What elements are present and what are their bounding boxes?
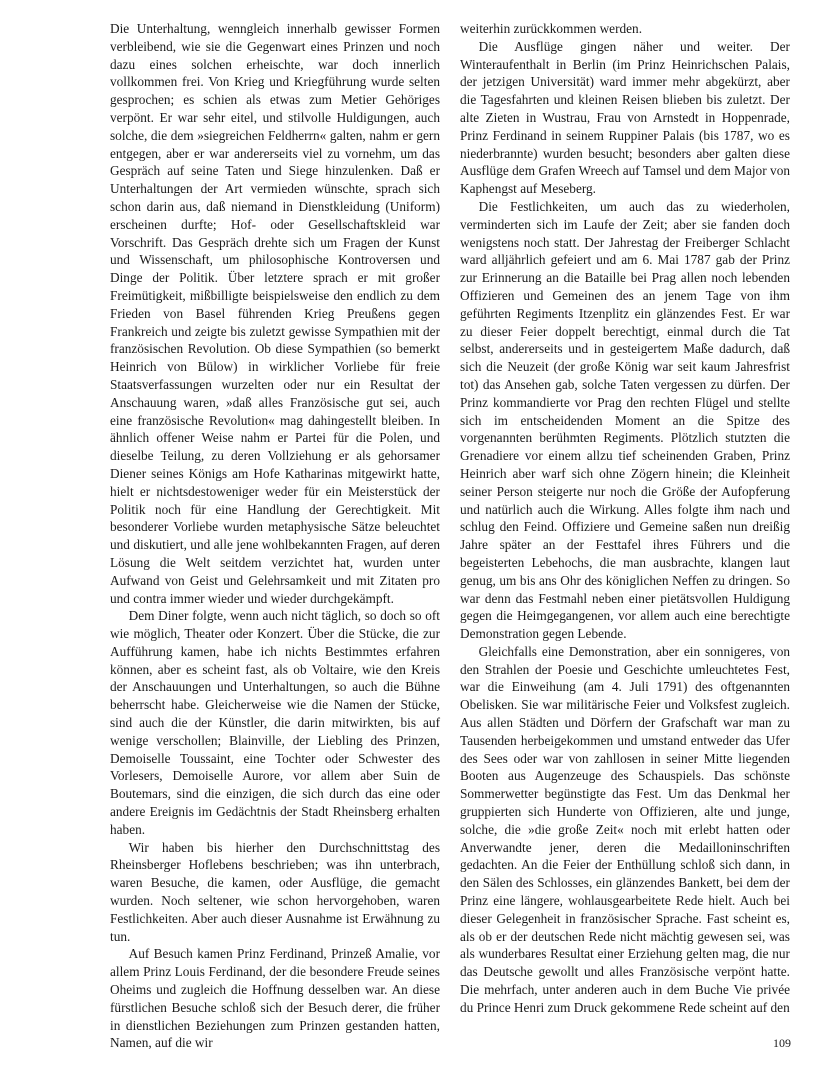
left-column: [110, 20, 440, 1052]
paragraph: Gleichfalls eine Demonstration, aber ein sonnigeres, von den Strahlen der Poesie und Geschichte umleuchtetes Fest, war die Einweihung (am 4. Juli 1791) des oftgenannten Obelisken. Sie war militärische Feier und Volksfest zugleich. Aus allen Städten und Dörfern der Grafschaft war man zu Tausenden herbeigekommen und umstand entweder das Ufer des Sees oder war von zahllosen in seiner Mitte liegenden Booten aus Augenzeuge des Schauspiels. Das schönste Sommerwetter begünstigte das Fest. Um das Denkmal her gruppierten sich Hunderte von Offizieren, alte und junge, solche, die »die große Zeit« noch mit erlebt hatten oder Anverwandte jener, deren die Medailloninschriften gedachten. An die Feier der Enthüllung schloß sich dann, in den Sälen des Schlosses, ein glänzendes Bankett, bei dem der Prinz eine längere, wohlausgearbeitete Rede hielt. Auch bei dieser Gelegenheit in französischer Sprache. Fast scheint es, als ob er der deutschen Rede nicht mächtig gewesen sei, was als wunderbares Resultat einer Erziehung gelten mag, die nur das Deutsche gewollt und alles Französische verpönt hatte. Die mehrfach, unter anderen auch in dem Buche Vie privée du Prince Henri zum Druck gekommene Rede scheint auf den: [460, 643, 790, 1015]
paragraph: Auf Besuch kamen Prinz Ferdinand, Prinzeß Amalie, vor allem Prinz Louis Ferdinand, der die besondere Freude seines Oheims und zugleich die Hoffnung desselben war. An diese fürstlichen Besuche schloß sich der Besuch derer, die früher in dienstlichen Beziehungen zum Prinzen gestanden hatten, Namen, auf die wir: [110, 946, 440, 1051]
paragraph: weiterhin zurückkommen werden.: [460, 21, 643, 36]
paragraph: Dem Diner folgte, wenn auch nicht täglich, so doch so oft wie möglich, Theater oder Konzert. Über die Stücke, die zur Aufführung kamen, habe ich nichts Bestimmtes erfahren können, aber es scheint fast, als ob Voltaire, wie den Kreis der Anschauungen und Unterhaltungen, so auch die Bühne beherrscht habe. Gleicherweise wie die Namen der Stücke, sind auch die der Künstler, die darin mitwirkten, bis auf wenige verschollen; Blainville, der Liebling des Prinzen, Demoiselle Toussaint, eine Tochter oder Schwester des Vorlesers, Demoiselle Aurore, vor allem aber Suin de Boutemars, sind die einzigen, die sich durch das eine oder andere Ereignis im Gedächtnis der Stadt Rheinsberg erhalten haben.: [110, 608, 440, 837]
right-column: [460, 20, 790, 1017]
page-number: 109: [773, 1036, 791, 1050]
paragraph: Die Unterhaltung, wenngleich innerhalb gewisser Formen verbleibend, wie sie die Gegenwart eines Prinzen und noch dazu eines solchen erheischte, war doch innerlich vollkommen frei. Von Krieg und Kriegführung wurde selten gesprochen; es schien als etwas zum Metier Gehöriges verpönt. Er war sehr eitel, und stilvolle Huldigungen, auch solche, die dem »siegreichen Feldherrn« galten, nahm er gern entgegen, aber er war andererseits viel zu vornehm, um das Gespräch auf seine Taten und Siege hinzulenken. Daß er Unterhaltungen der Art vermieden wünschte, sprach sich schon darin aus, daß niemand in Dienstkleidung (Uniform) erscheinen durfte; Hof- oder Gesellschaftskleid war Vorschrift. Das Gespräch drehte sich um Fragen der Kunst und Wissenschaft, um philosophische Kontroversen und Dinge der Politik. Über letztere sprach er mit großer Freimütigkeit, mißbilligte beispielsweise den endlich zu dem Frieden von Basel führenden Krieg Preußens gegen Frankreich und zeigte bis zuletzt gewisse Sympathien mit der französischen Revolution. Ob diese Sympathien (so bemerkt Heinrich von Bülow) in wirklicher Vorliebe für freie Staatsverfassungen wurzelten oder nur ein Resultat der Anschauung waren, »daß alles Französische gut sei, auch eine französische Revolution« mag dahingestellt bleiben. In ähnlich offener Weise nahm er Partei für die Polen, und dieselbe Teilung, zu deren Vollziehung er als gehorsamer Diener seines Königs am Hofe Katharinas mitgewirkt hatte, hielt er nichtsdestoweniger weder für ein Meisterstück der Politik noch für eine Handlung der Gerechtigkeit. Mit besonderer Vorliebe wurden metaphysische Sätze beleuchtet und diskutiert, und alle jene wohlbekannten Fragen, auf deren Lösung die Welt seitdem verzichtet hat, wurden unter Aufwand von Geist und Gelehrsamkeit und mit Zitaten pro und contra immer wieder und wieder durchgekämpft.: [110, 21, 440, 606]
paragraph: Wir haben bis hierher den Durchschnittstag des Rheinsberger Hoflebens beschrieben; was ihn unterbrach, waren Besuche, die kamen, oder Ausflüge, die gemacht wurden. Noch seltener, wie schon hervorgehoben, waren Festlichkeiten. Aber auch dieser Ausnahme ist Erwähnung zu tun.: [110, 839, 440, 944]
paragraph: Die Festlichkeiten, um auch das zu wiederholen, verminderten sich im Laufe der Zeit; aber sie fanden doch wenigstens noch statt. Der Jahrestag der Freiberger Schlacht ward alljährlich gefeiert und am 6. Mai 1787 gab der Prinz zur Erinnerung an die Bataille bei Prag allen noch lebenden Offizieren und Gemeinen des an jenem Tage von ihm geführten Regiments Itzenplitz ein glänzendes Fest. Er war zu dieser Feier doppelt berechtigt, einmal durch die Tat selbst, andererseits und in gesteigertem Maße dadurch, daß sich die Neuzeit (der große König war seit kaum Jahresfrist tot) das Ansehen gab, solche Taten vergessen zu dürfen. Der Prinz kommandierte vor Prag den rechten Flügel und stellte sich im entscheidenden Moment an die Spitze des vorgenannten berühmten Regiments. Plötzlich stutzten die Grenadiere vor einem allzu tief scheinenden Graben, Prinz Heinrich aber warf sich ohne Zögern hinein; die Kleinheit seiner Person steigerte nur noch die Größe der Aufopferung und natürlich auch die Wirkung. Alles folgte ihm nach und schlug den Feind. Offiziere und Gemeine saßen nun dreißig Jahre später an der Festtafel ihres Führers und die begeisterten Lebehochs, die man ausbrachte, klangen laut genug, um bis ans Ohr des königlichen Neffen zu dringen. So war denn das Festmahl neben einer pietätsvollen Huldigung gegen die Heimgegangenen, vor allem auch eine berechtigte Demonstration gegen Lebende.: [460, 198, 790, 642]
paragraph: Die Ausflüge gingen näher und weiter. Der Winteraufenthalt in Berlin (im Prinz Heinrichschen Palais, der jetzigen Universität) ward immer mehr abgekürzt, aber die Tagesfahrten und kleinen Reisen blieben bis zuletzt. Der alte Zieten in Wustrau, Frau von Arnstedt in Hoppenrade, Prinz Ferdinand in seinem Ruppiner Palais (bis 1787, wo es niederbrannte) wurden besucht; besonders aber galten diese Ausflüge dem Grafen Wreech auf Tamsel und dem Major von Kaphengst auf Meseberg.: [460, 38, 790, 197]
